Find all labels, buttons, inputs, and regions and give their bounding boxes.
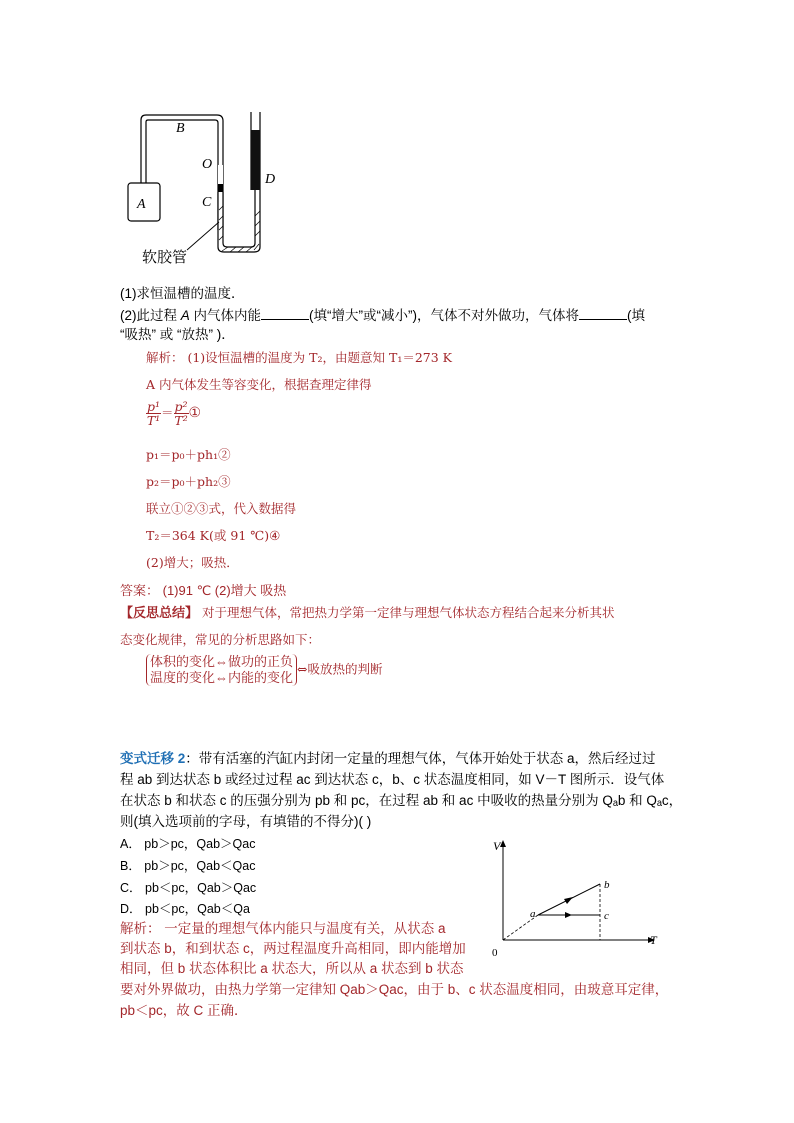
point-a-label: a: [530, 908, 536, 920]
question-1: (1)求恒温槽的温度．: [120, 286, 245, 301]
question-2-line1: [120, 306, 645, 325]
brace-summary: [146, 654, 383, 686]
reflection-line-2: 态变化规律，常见的分析思路如下：: [120, 632, 321, 647]
solution2-line-4: 要对外界做功，由热力学第一定律知 Qab＞Qac，由于 b、c 状态温度相同，由玻意耳定律，: [120, 982, 669, 997]
q2-part: 内气体内能: [193, 308, 262, 323]
eq-mark: ①: [188, 405, 202, 421]
label-B: B: [176, 121, 185, 136]
q3-line-2: 程 ab 到达状态 b 或经过过程 ac 到达状态 c，b、c 状态温度相同，如 V－T 图所示．设气体: [120, 772, 665, 787]
fraction-right: [174, 400, 189, 427]
option-C[interactable]: C． pb＜pc，Qab＞Qac: [120, 881, 257, 895]
q3-line-4: 则(填入选项前的字母，有填错的不得分)( ): [120, 814, 372, 829]
solution2-line-3: 相同，但 b 状态体积比 a 状态大，所以从 a 状态到 b 状态: [120, 961, 464, 976]
axis-label-T: T: [650, 933, 657, 947]
option-A[interactable]: A． pb＞pc，Qab＞Qac: [120, 837, 256, 851]
label-A: A: [137, 197, 146, 212]
mark-O: [218, 184, 223, 192]
solution-line-6: 联立①②③式，代入数据得: [146, 501, 297, 516]
mercury-column-D: [251, 130, 260, 190]
label-O: O: [202, 157, 213, 172]
frac-num: p²: [174, 399, 188, 414]
label-C: C: [202, 195, 212, 210]
option-B[interactable]: B． pb＞pc，Qab＜Qac: [120, 859, 256, 873]
solution2-line-1: 解析： 一定量的理想气体内能只与温度有关，从状态 a: [120, 921, 446, 936]
solution2-line-5: pb＜pc，故 C 正确．: [120, 1003, 248, 1018]
solution-line-7: T₂＝364 K(或 91 ℃)④: [146, 528, 281, 543]
q2-var-A: A: [180, 308, 190, 323]
solution-line-1: 解析： (1)设恒温槽的温度为 T₂，由题意知 T₁＝273 K: [146, 350, 452, 365]
solution2-line-2: 到状态 b，和到状态 c，两过程温度升高相同，即内能增加: [120, 941, 466, 956]
q2-part: (2)此过程: [120, 308, 177, 323]
label-D: D: [265, 172, 276, 187]
frac-num: p¹: [147, 399, 161, 414]
brace-line-2: 温度的变化⇔内能的变化: [150, 670, 294, 685]
reflection-line-1: [120, 602, 615, 621]
frac-den: T²: [174, 413, 188, 428]
q3-text: ：带有活塞的汽缸内封闭一定量的理想气体，气体开始处于状态 a，然后经过过: [185, 751, 656, 766]
frac-den: T¹: [146, 413, 161, 428]
q2-part: (填: [627, 308, 646, 323]
brace-group: [146, 654, 297, 686]
brace-result: ⇔吸放热的判断: [297, 661, 383, 677]
q3-line-1: [120, 750, 656, 768]
q2-part: (填“增大”或“减小”)，气体不对外做功，气体将: [309, 308, 580, 323]
solution-line-5: p₂＝p₀＋ph₂③: [146, 474, 231, 489]
answer-line: 答案： (1)91 ℃ (2)增大 吸热: [120, 583, 287, 598]
q3-line-3: 在状态 b 和状态 c 的压强分别为 pb 和 pc，在过程 ab 和 ac 中吸收的热量分别为 Qₐb 和 Qₐc，: [120, 793, 683, 808]
brace-line-1: 体积的变化⇔做功的正负: [150, 654, 294, 669]
axis-label-V: V: [493, 839, 501, 853]
q3-title: 变式迁移 2: [120, 751, 186, 766]
reflection-title: 【反思总结】: [120, 605, 199, 620]
vt-graph: [488, 838, 668, 963]
question-2-line2: “吸热” 或 “放热” )．: [120, 327, 235, 342]
label-soft-tube: 软胶管: [142, 250, 188, 266]
point-b-label: b: [604, 879, 610, 891]
reflection-text: 对于理想气体，常把热力学第一定律与理想气体状态方程结合起来分析其状: [198, 605, 615, 620]
origin-label: 0: [492, 947, 498, 959]
blank-2[interactable]: [579, 306, 627, 320]
fraction-left: [146, 400, 161, 427]
option-D[interactable]: D． pb＜pc，Qab＜Qa: [120, 902, 250, 916]
solution-line-2: A 内气体发生等容变化，根据查理定律得: [146, 377, 372, 392]
point-c-label: c: [604, 910, 609, 922]
apparatus-diagram: [120, 110, 300, 270]
solution-line-8: (2)增大；吸热．: [146, 555, 239, 570]
solution-eq-fraction: $\frac{\text{p¹}}{\text{T¹}}$ ＝ $\frac{\text{p²}}{\text{T²}}$ ①: [146, 399, 202, 428]
blank-1[interactable]: [261, 306, 309, 320]
solution-line-4: p₁＝p₀＋ph₁②: [146, 447, 231, 462]
